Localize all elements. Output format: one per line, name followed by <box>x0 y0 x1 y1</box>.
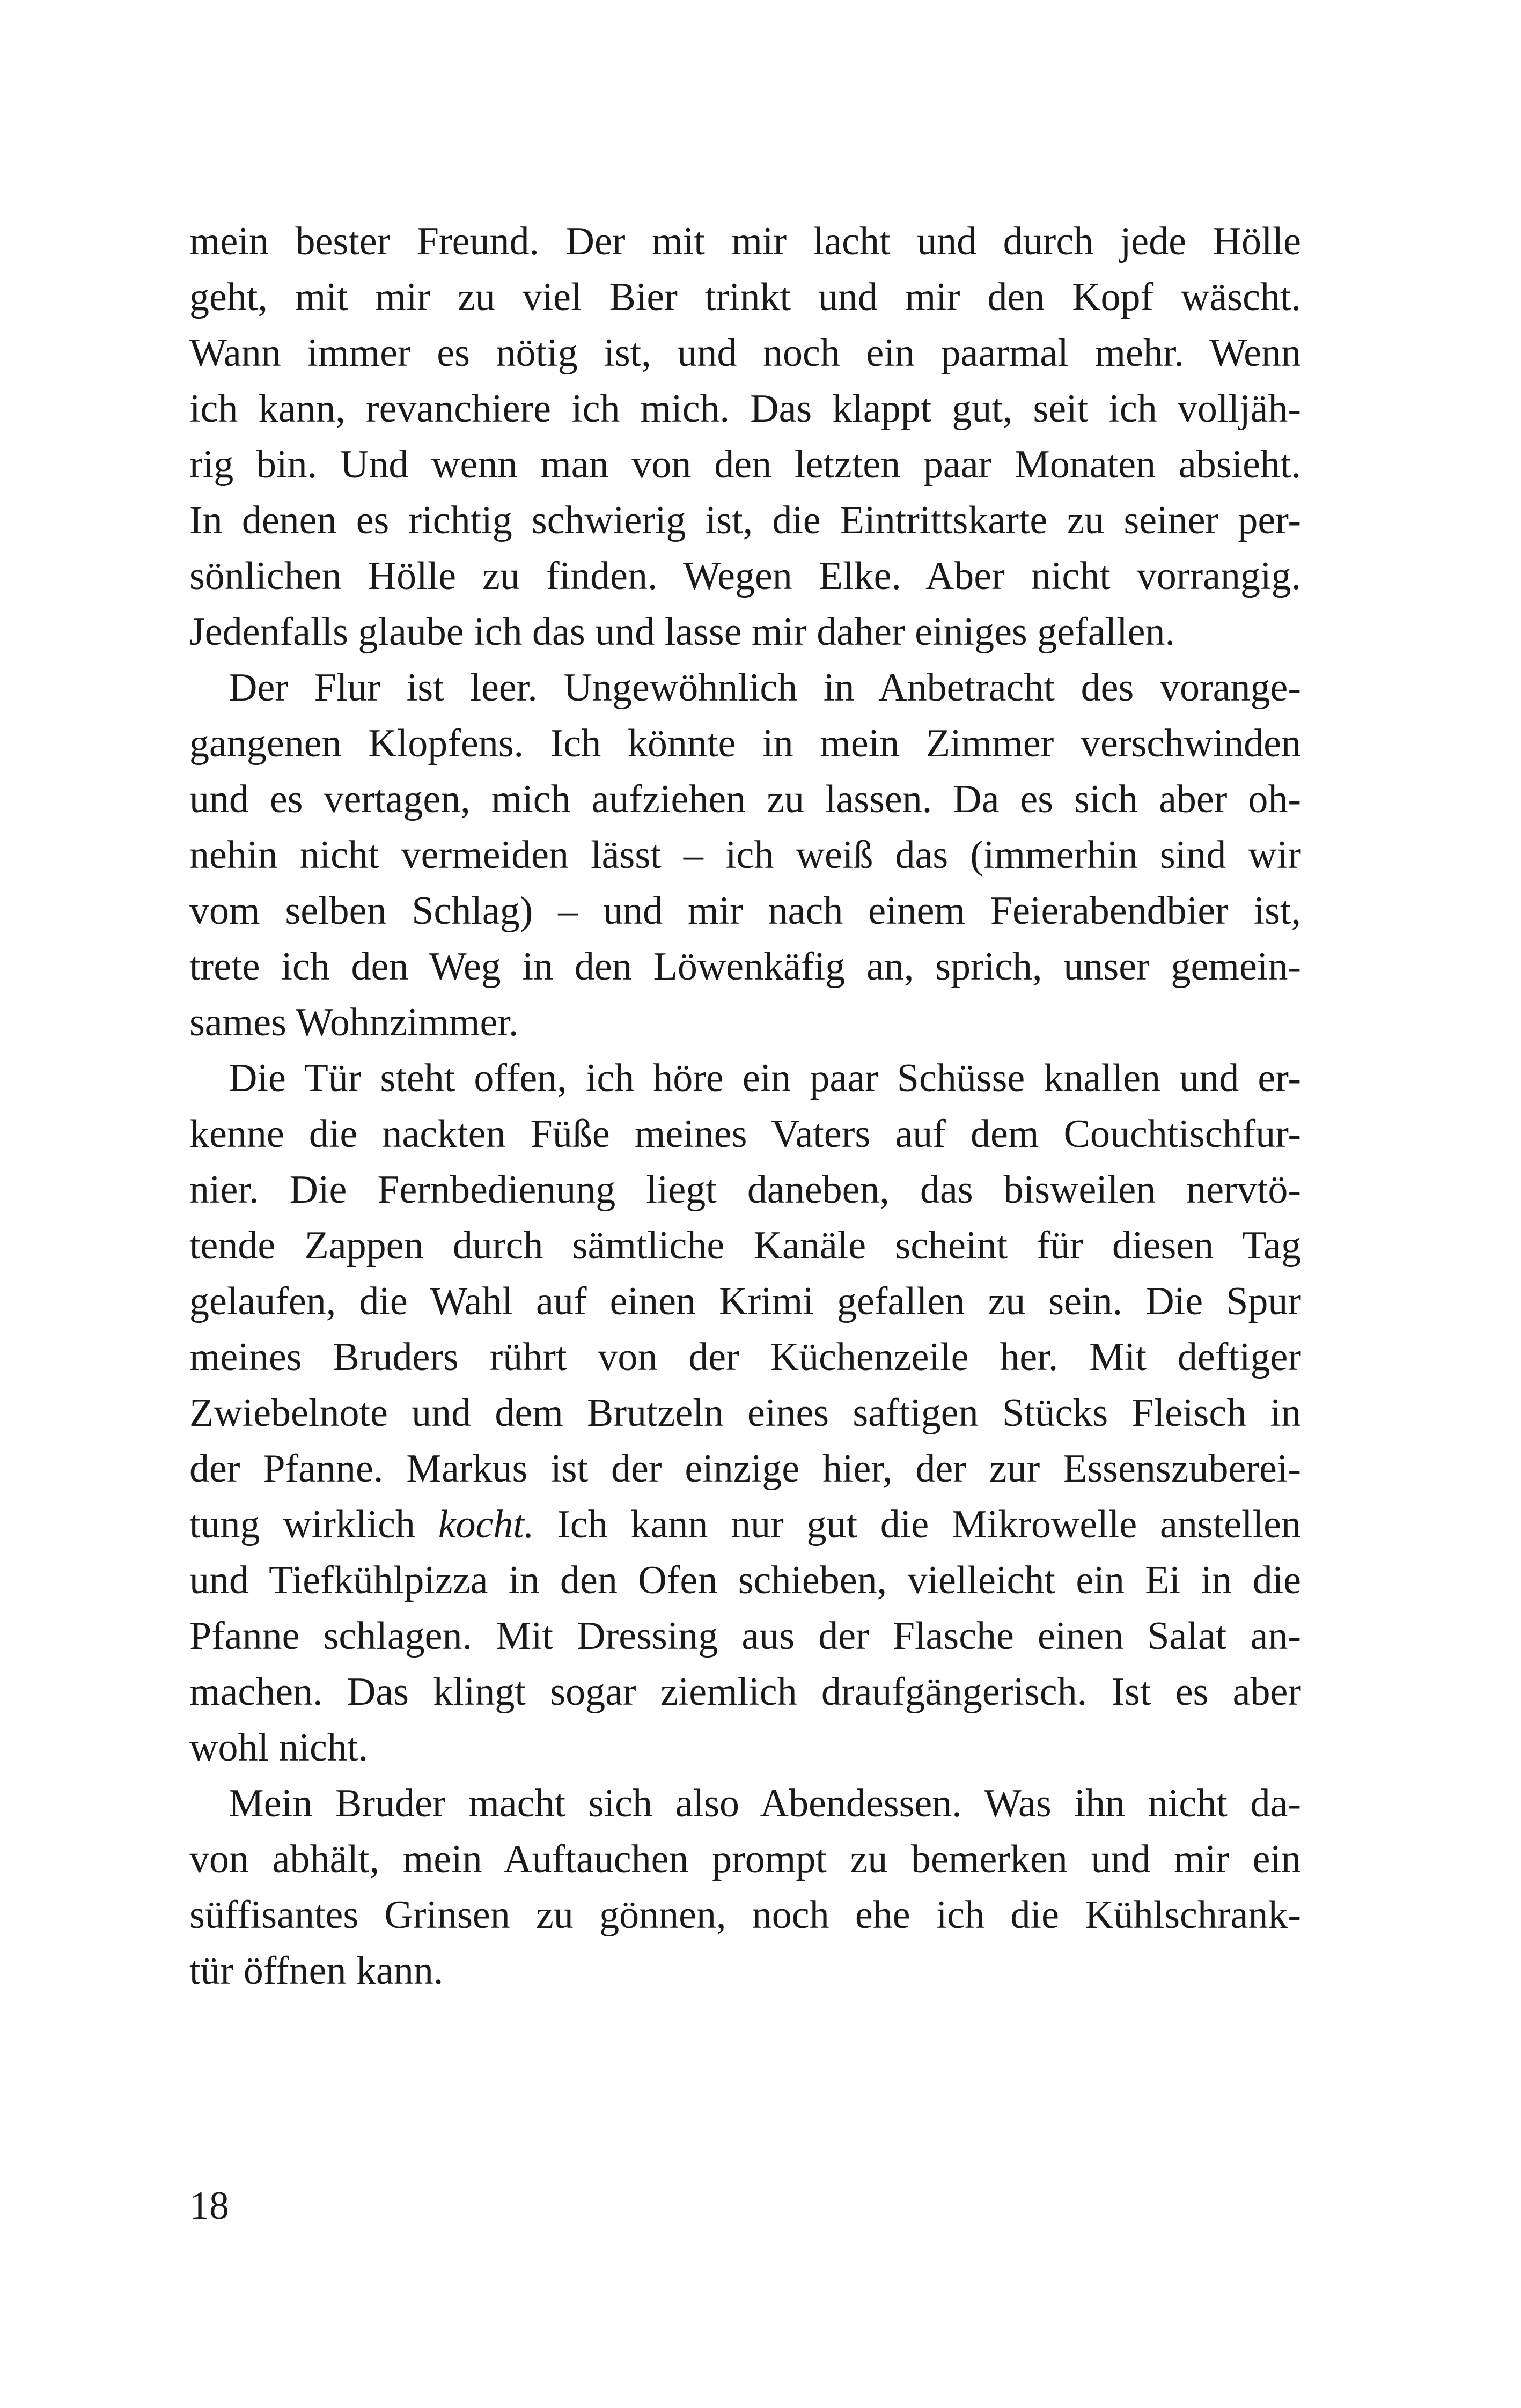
text-line: trete ich den Weg in den Löwenkäfig an, sprich, unser gemein- <box>189 945 1301 989</box>
emphasis-text: kocht. <box>438 1503 534 1547</box>
page-number: 18 <box>189 2184 229 2228</box>
text-line: rig bin. Und wenn man von den letzten paar Monaten absieht. <box>189 443 1301 487</box>
text-line: mein bester Freund. Der mit mir lacht und durch jede Hölle <box>189 219 1301 263</box>
text-line: von abhält, mein Auftauchen prompt zu bemerken und mir ein <box>189 1837 1301 1881</box>
paragraph-start-line: Der Flur ist leer. Ungewöhnlich in Anbetracht des vorange- <box>229 666 1301 710</box>
text-line: und Tiefkühlpizza in den Ofen schieben, vielleicht ein Ei in die <box>189 1558 1301 1602</box>
text-line: tür öffnen kann. <box>189 1949 444 1993</box>
text-line: kenne die nackten Füße meines Vaters auf dem Couchtischfur- <box>189 1112 1301 1156</box>
text-line: tende Zappen durch sämtliche Kanäle scheint für diesen Tag <box>189 1224 1301 1268</box>
text-line: nier. Die Fernbedienung liegt daneben, das bisweilen nervtö- <box>189 1168 1301 1212</box>
text-line: Pfanne schlagen. Mit Dressing aus der Flasche einen Salat an- <box>189 1614 1301 1658</box>
text-line: ich kann, revanchiere ich mich. Das klappt gut, seit ich volljäh- <box>189 387 1301 431</box>
text-line: gangenen Klopfens. Ich könnte in mein Zimmer verschwinden <box>189 721 1301 765</box>
text-line: süffisantes Grinsen zu gönnen, noch ehe ich die Kühlschrank- <box>189 1893 1301 1937</box>
text-line: meines Bruders rührt von der Küchenzeile her. Mit deftiger <box>189 1335 1301 1379</box>
paragraph-start-line: Die Tür steht offen, ich höre ein paar Schüsse knallen und er- <box>229 1056 1301 1100</box>
text-line: nehin nicht vermeiden lässt – ich weiß das (immerhin sind wir <box>189 833 1301 877</box>
text-line <box>189 1497 1301 1552</box>
text-line: Zwiebelnote und dem Brutzeln eines saftigen Stücks Fleisch in <box>189 1391 1301 1435</box>
text-segment: tung wirklich <box>189 1503 438 1547</box>
text-line: der Pfanne. Markus ist der einzige hier, der zur Essenszuberei- <box>189 1447 1301 1491</box>
text-line: sames Wohnzimmer. <box>189 1000 519 1044</box>
text-line: und es vertagen, mich aufziehen zu lassen. Da es sich aber oh- <box>189 777 1301 821</box>
body-text <box>189 213 1301 1999</box>
text-line: machen. Das klingt sogar ziemlich draufgängerisch. Ist es aber <box>189 1670 1301 1714</box>
text-line: wohl nicht. <box>189 1726 368 1770</box>
paragraph-start-line: Mein Bruder macht sich also Abendessen. Was ihn nicht da- <box>229 1781 1301 1825</box>
text-line: Jedenfalls glaube ich das und lasse mir daher einiges gefallen. <box>189 610 1175 654</box>
text-line: sönlichen Hölle zu finden. Wegen Elke. Aber nicht vorrangig. <box>189 554 1301 598</box>
text-line: In denen es richtig schwierig ist, die Eintrittskarte zu seiner per- <box>189 498 1301 542</box>
text-line: Wann immer es nötig ist, und noch ein paarmal mehr. Wenn <box>189 331 1301 375</box>
text-segment: Ich kann nur gut die Mikrowelle anstellen <box>534 1503 1301 1547</box>
text-line: geht, mit mir zu viel Bier trinkt und mir den Kopf wäscht. <box>189 275 1301 319</box>
text-line: gelaufen, die Wahl auf einen Krimi gefallen zu sein. Die Spur <box>189 1279 1301 1323</box>
text-line: vom selben Schlag) – und mir nach einem Feierabendbier ist, <box>189 889 1301 933</box>
